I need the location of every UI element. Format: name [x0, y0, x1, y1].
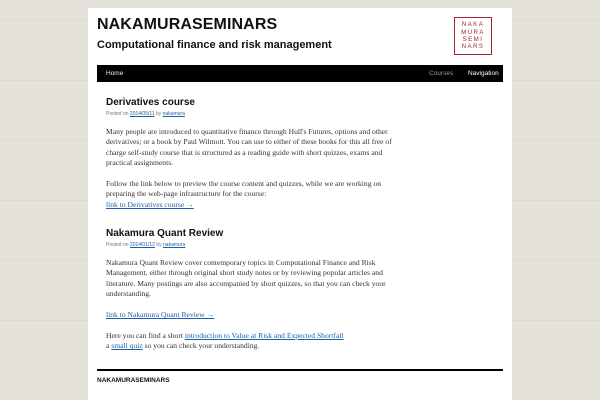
quant-review-link[interactable]: link to Nakamura Quant Review → — [106, 310, 215, 320]
site-logo[interactable] — [454, 17, 492, 55]
by-label: by — [156, 242, 162, 248]
post-date-link[interactable]: 2014/01/12 — [129, 242, 155, 248]
post-paragraph: Many people are introduced to quantitative finance through Hull's Futures, options and other derivatives; or a book by Paul Wilmott. You can use to either of these books for this all free of charge self-study course that is structured as a reading guide with short quizzes, exams and practical assignments. — [106, 127, 392, 168]
logo-line: NARS — [461, 43, 485, 51]
nav-courses[interactable]: Courses — [429, 70, 454, 77]
post-paragraph: Follow the link below to preview the course content and quizzes, while we are working on preparing the web-page infrastructure for the course: — [106, 179, 381, 199]
logo-line: NAKA — [461, 21, 485, 29]
post-date-link[interactable]: 2014/05/11 — [129, 111, 155, 117]
logo-line: MURA — [461, 28, 485, 36]
site-description: Computational finance and risk management — [97, 39, 332, 51]
derivatives-course-link[interactable]: link to Derivatives course → — [106, 199, 194, 209]
post-author-link[interactable]: nakamura — [162, 111, 185, 117]
post-meta — [106, 242, 406, 248]
post-nakamura-quant-review — [106, 228, 406, 352]
posted-on-label: Posted on — [106, 242, 129, 248]
post-link-paragraph — [106, 310, 406, 320]
by-label: by — [155, 111, 162, 117]
post-title[interactable]: Derivatives course — [106, 97, 195, 108]
var-es-intro-link[interactable]: introduction to Value at Risk and Expected Shortfall — [184, 330, 344, 340]
page-container — [88, 8, 512, 400]
post-meta — [106, 111, 406, 117]
post-derivatives-course — [106, 97, 406, 210]
text-fragment: a — [106, 341, 112, 351]
footer-site-title[interactable]: NAKAMURASEMINARS — [97, 377, 170, 384]
nav-navigation[interactable]: Navigation — [468, 70, 499, 77]
post-paragraph: Nakamura Quant Review cover contemporary topics in Computational Finance and Risk Management, either through original short study notes or by reviewing popular articles and literature. Many postings are also accompanied by short quizzes, so that you can check your understanding. — [106, 258, 386, 299]
text-fragment: so you can check your understanding. — [142, 341, 260, 351]
footer-divider — [97, 369, 503, 371]
small-quiz-link[interactable]: small quiz — [111, 341, 143, 351]
posted-on-label: Posted on — [106, 111, 129, 117]
logo-line: SEMI — [462, 36, 484, 43]
post-author-link[interactable]: nakamura — [163, 242, 186, 248]
post-link-paragraph — [106, 200, 406, 210]
text-fragment: Here you can find a short — [106, 330, 185, 340]
main-navigation — [97, 65, 503, 82]
post-title[interactable]: Nakamura Quant Review — [106, 228, 224, 239]
post-paragraph — [106, 331, 406, 352]
nav-home[interactable]: Home — [106, 70, 124, 77]
site-title[interactable]: NAKAMURASEMINARS — [97, 16, 278, 33]
